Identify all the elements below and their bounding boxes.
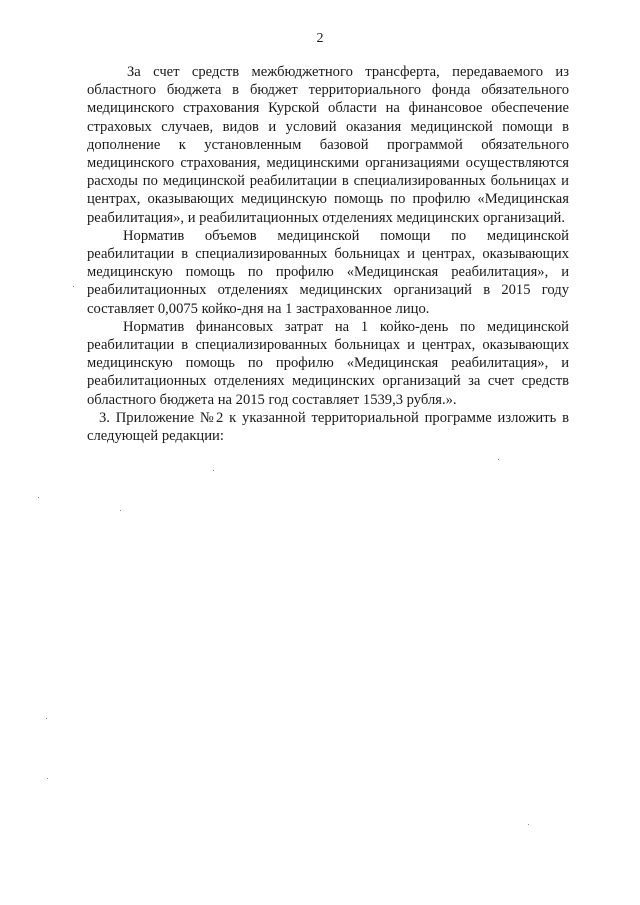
paragraph-transfer-funding: За счет средств межбюджетного трансферта, передаваемого из областного бюджета в бюджет территориального фонда обязательного медицинского страхования Курской области на финансовое обеспечение страховых случаев, видов и условий оказания медицинской помощи в дополнение к установленным базовой программой обязательного медицинского страхования, медицинскими организациями осуществляются расходы по медицинской реабилитации в специализированных больницах и центрах, оказывающих медицинскую помощь по профилю «Медицинская реабилитация», и реабилитационных отделениях медицинских организаций. — [87, 64, 569, 226]
scan-speck — [213, 470, 214, 471]
page-number: 2 — [316, 31, 324, 46]
paragraph-appendix-2: 3. Приложение №2 к указанной территориальной программе изложить в следующей редакции: — [87, 409, 569, 445]
scan-speck — [47, 778, 48, 779]
scan-speck — [73, 286, 74, 287]
scan-speck — [46, 718, 47, 719]
paragraph-cost-norm: Норматив финансовых затрат на 1 койко-день по медицинской реабилитации в специализированных больницах и центрах, оказывающих медицинскую помощь по профилю «Медицинская реабилитация», и реабилитационных отделениях медицинских организаций за счет средств областного бюджета на 2015 год составляет 1539,3 рубля.». — [87, 318, 569, 408]
scan-speck — [528, 824, 529, 825]
scan-speck — [38, 497, 39, 498]
scan-speck — [498, 459, 499, 460]
paragraph-volume-norm: Норматив объемов медицинской помощи по медицинской реабилитации в специализированных больницах и центрах, оказывающих медицинскую помощь по профилю «Медицинская реабилитация», и реабилитационных отделениях медицинских организаций в 2015 году составляет 0,0075 койко-дня на 1 застрахованное лицо. — [87, 227, 569, 317]
document-body — [87, 63, 569, 445]
scan-speck — [120, 510, 121, 511]
